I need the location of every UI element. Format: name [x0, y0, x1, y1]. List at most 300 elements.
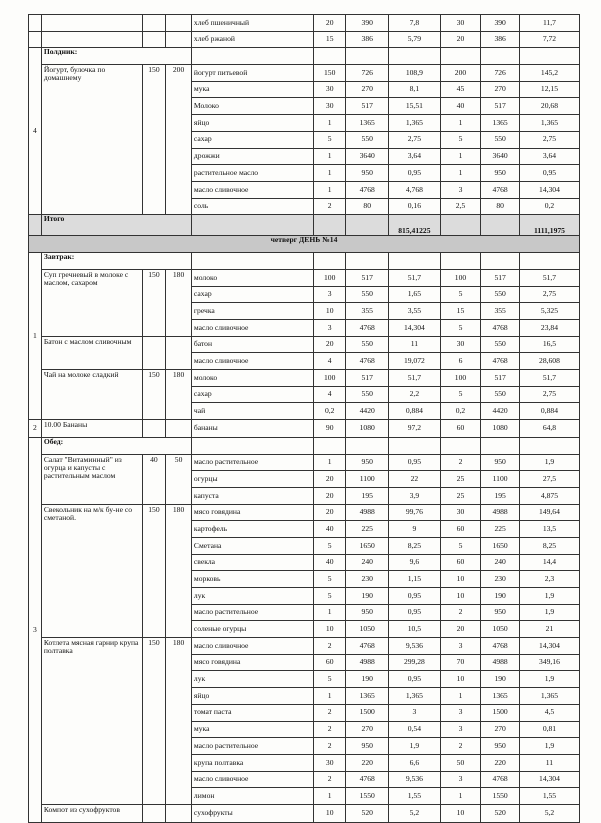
value-cell: 1,65 — [389, 286, 440, 303]
value-cell: 50 — [440, 754, 481, 771]
value-cell: 20 — [314, 504, 346, 521]
value-cell: 10,5 — [389, 621, 440, 638]
value-cell: 220 — [481, 754, 520, 771]
value-cell: 0,2 — [440, 403, 481, 420]
table-row — [29, 504, 580, 521]
value-cell: 14,304 — [519, 181, 579, 198]
value-cell: 950 — [481, 604, 520, 621]
portion-small: 150 — [142, 504, 166, 638]
value-cell: 4988 — [346, 504, 389, 521]
value-cell: 1500 — [346, 704, 389, 721]
dish-name: Компот из сухофруктов — [41, 804, 142, 822]
value-cell: 3 — [440, 721, 481, 738]
value-cell: 1365 — [481, 115, 520, 132]
ingredient-name: хлеб ржаной — [191, 31, 313, 48]
value-cell: 12,15 — [519, 81, 579, 98]
table-row — [29, 370, 580, 387]
value-cell: 6,6 — [389, 754, 440, 771]
ingredient-name: томат паста — [191, 704, 313, 721]
value-cell: 2 — [314, 771, 346, 788]
value-cell: 25 — [440, 471, 481, 488]
value-cell: 20 — [440, 621, 481, 638]
value-cell: 40 — [314, 554, 346, 571]
value-cell: 1365 — [346, 688, 389, 705]
value-cell: 3 — [314, 286, 346, 303]
value-cell: 4768 — [481, 771, 520, 788]
ingredient-name: масло растительное — [191, 454, 313, 471]
portion-cell — [166, 31, 192, 48]
value-cell: 99,76 — [389, 504, 440, 521]
value-cell: 4 — [314, 386, 346, 403]
value-cell: 20 — [314, 471, 346, 488]
value-cell: 386 — [481, 31, 520, 48]
value-cell: 3 — [314, 320, 346, 337]
value-cell: 100 — [314, 370, 346, 387]
value-cell: 2,3 — [519, 571, 579, 588]
value-cell: 5 — [440, 320, 481, 337]
value-cell: 0,2 — [519, 198, 579, 215]
value-cell: 1,365 — [389, 115, 440, 132]
value-cell: 2,75 — [389, 131, 440, 148]
ingredient-name: молоко — [191, 269, 313, 286]
value-cell: 9,6 — [389, 554, 440, 571]
ingredient-name: масло сливочное — [191, 181, 313, 198]
meal-title: Полдник: — [41, 48, 191, 65]
portion-large: 50 — [166, 454, 192, 504]
empty-cell — [29, 215, 42, 236]
value-cell: 5 — [314, 131, 346, 148]
value-cell: 3 — [440, 704, 481, 721]
portion-large: 180 — [166, 370, 192, 420]
value-cell: 2,5 — [440, 198, 481, 215]
value-cell: 1,365 — [389, 688, 440, 705]
value-cell: 8,25 — [519, 537, 579, 554]
value-cell: 0,884 — [519, 403, 579, 420]
value-cell: 4768 — [346, 181, 389, 198]
ingredient-name: яйцо — [191, 115, 313, 132]
ingredient-name: йогурт питьевой — [191, 65, 313, 82]
value-cell: 11 — [389, 336, 440, 353]
value-cell: 355 — [346, 303, 389, 320]
value-cell: 5,79 — [389, 31, 440, 48]
value-cell: 1,15 — [389, 571, 440, 588]
value-cell: 517 — [346, 370, 389, 387]
value-cell: 195 — [346, 487, 389, 504]
value-cell: 1650 — [346, 537, 389, 554]
value-cell: 10 — [314, 804, 346, 822]
ingredient-name: капуста — [191, 487, 313, 504]
value-cell: 60 — [440, 521, 481, 538]
value-cell: 10 — [314, 303, 346, 320]
value-cell: 9 — [389, 521, 440, 538]
value-cell: 390 — [481, 15, 520, 32]
value-cell: 10 — [440, 571, 481, 588]
value-cell: 8,25 — [389, 537, 440, 554]
value-cell: 100 — [440, 370, 481, 387]
value-cell: 2,75 — [519, 286, 579, 303]
value-cell: 30 — [440, 336, 481, 353]
table-row — [29, 31, 580, 48]
empty-cell — [314, 253, 346, 270]
ingredient-name: масло сливочное — [191, 771, 313, 788]
value-cell: 1080 — [481, 420, 520, 438]
value-cell: 950 — [346, 604, 389, 621]
ingredient-name: чай — [191, 403, 313, 420]
portion-large: 180 — [166, 504, 192, 638]
empty-cell — [389, 437, 440, 454]
value-cell: 270 — [346, 721, 389, 738]
total-row — [29, 215, 580, 236]
value-cell: 0,95 — [389, 604, 440, 621]
value-cell: 1 — [440, 148, 481, 165]
value-cell: 950 — [481, 738, 520, 755]
dish-name: Йогурт, булочка по домашнему — [41, 65, 142, 215]
ingredient-name: Молоко — [191, 98, 313, 115]
ingredient-name: сухофрукты — [191, 804, 313, 822]
value-cell: 5 — [440, 386, 481, 403]
value-cell: 70 — [440, 654, 481, 671]
value-cell: 950 — [481, 454, 520, 471]
day-title: четверг ДЕНЬ №14 — [29, 236, 580, 253]
ingredient-name: мясо говядина — [191, 654, 313, 671]
empty-cell — [440, 48, 481, 65]
empty-cell — [314, 215, 346, 236]
value-cell: 270 — [481, 721, 520, 738]
value-cell: 14,304 — [389, 320, 440, 337]
value-cell: 4988 — [481, 654, 520, 671]
value-cell: 2,75 — [519, 131, 579, 148]
value-cell: 25 — [440, 487, 481, 504]
meal-header-row — [29, 253, 580, 270]
value-cell: 30 — [440, 504, 481, 521]
ingredient-name: сахар — [191, 286, 313, 303]
ingredient-name: сахар — [191, 386, 313, 403]
value-cell: 5 — [440, 286, 481, 303]
value-cell: 27,5 — [519, 471, 579, 488]
value-cell: 190 — [481, 588, 520, 605]
total-label: Итого — [41, 215, 191, 236]
value-cell: 10 — [440, 588, 481, 605]
value-cell: 9,536 — [389, 771, 440, 788]
value-cell: 4768 — [481, 181, 520, 198]
value-cell: 4,5 — [519, 704, 579, 721]
value-cell: 1,9 — [519, 738, 579, 755]
value-cell: 3640 — [481, 148, 520, 165]
dish-cell — [41, 31, 142, 48]
value-cell: 950 — [346, 454, 389, 471]
value-cell: 13,5 — [519, 521, 579, 538]
value-cell: 30 — [314, 81, 346, 98]
value-cell: 100 — [314, 269, 346, 286]
value-cell: 1,9 — [519, 454, 579, 471]
value-cell: 149,64 — [519, 504, 579, 521]
value-cell: 20 — [314, 487, 346, 504]
meal-index: 3 — [29, 437, 42, 822]
value-cell: 11,7 — [519, 15, 579, 32]
value-cell: 240 — [346, 554, 389, 571]
portion-cell — [166, 15, 192, 32]
portion-small: 40 — [142, 454, 166, 504]
value-cell: 550 — [481, 386, 520, 403]
value-cell: 4,875 — [519, 487, 579, 504]
portion-large: 200 — [166, 65, 192, 215]
value-cell: 8,1 — [389, 81, 440, 98]
value-cell: 349,16 — [519, 654, 579, 671]
dish-name: Чай на молоке сладкий — [41, 370, 142, 420]
empty-cell — [440, 437, 481, 454]
table-row — [29, 638, 580, 655]
value-cell: 4768 — [481, 320, 520, 337]
value-cell: 3640 — [346, 148, 389, 165]
snack-row — [29, 420, 580, 438]
value-cell: 5 — [440, 537, 481, 554]
value-cell: 97,2 — [389, 420, 440, 438]
value-cell: 1,365 — [519, 688, 579, 705]
empty-cell — [191, 437, 313, 454]
value-cell: 30 — [314, 98, 346, 115]
ingredient-name: яйцо — [191, 688, 313, 705]
value-cell: 1,55 — [519, 788, 579, 805]
value-cell: 51,7 — [389, 370, 440, 387]
value-cell: 220 — [346, 754, 389, 771]
value-cell: 1,9 — [519, 588, 579, 605]
value-cell: 950 — [481, 165, 520, 182]
ingredient-name: хлеб пшеничный — [191, 15, 313, 32]
total-sum-small: 815,41225 — [389, 215, 440, 236]
value-cell: 10 — [440, 671, 481, 688]
value-cell: 190 — [481, 671, 520, 688]
value-cell: 80 — [346, 198, 389, 215]
empty-cell — [389, 48, 440, 65]
value-cell: 5 — [440, 131, 481, 148]
ingredient-name: лимон — [191, 788, 313, 805]
value-cell: 14,4 — [519, 554, 579, 571]
portion-small: 150 — [142, 65, 166, 215]
ingredient-name: соленые огурцы — [191, 621, 313, 638]
ingredient-name: молоко — [191, 370, 313, 387]
value-cell: 1 — [440, 115, 481, 132]
value-cell: 28,608 — [519, 353, 579, 370]
empty-cell — [440, 253, 481, 270]
value-cell: 5 — [314, 671, 346, 688]
meal-title: Обед: — [41, 437, 191, 454]
value-cell: 100 — [440, 269, 481, 286]
value-cell: 3,64 — [389, 148, 440, 165]
empty-cell — [314, 437, 346, 454]
value-cell: 20 — [314, 15, 346, 32]
value-cell: 386 — [346, 31, 389, 48]
total-sum-large: 1111,1975 — [519, 215, 579, 236]
value-cell: 1 — [314, 788, 346, 805]
value-cell: 5,325 — [519, 303, 579, 320]
value-cell: 550 — [346, 286, 389, 303]
value-cell: 10 — [440, 804, 481, 822]
value-cell: 0,95 — [389, 454, 440, 471]
value-cell: 30 — [440, 15, 481, 32]
value-cell: 108,9 — [389, 65, 440, 82]
value-cell: 950 — [346, 165, 389, 182]
value-cell: 60 — [440, 420, 481, 438]
ingredient-name: масло сливочное — [191, 353, 313, 370]
empty-cell — [519, 437, 579, 454]
value-cell: 5 — [314, 571, 346, 588]
empty-cell — [191, 215, 313, 236]
value-cell: 15 — [440, 303, 481, 320]
value-cell: 550 — [481, 336, 520, 353]
meal-title: Завтрак: — [41, 253, 191, 270]
table-row — [29, 65, 580, 82]
value-cell: 550 — [346, 336, 389, 353]
value-cell: 1100 — [346, 471, 389, 488]
table-row — [29, 804, 580, 822]
value-cell: 40 — [314, 521, 346, 538]
value-cell: 190 — [346, 588, 389, 605]
value-cell: 550 — [346, 131, 389, 148]
value-cell: 3 — [440, 638, 481, 655]
table-row — [29, 269, 580, 286]
ingredient-name: крупа полтавка — [191, 754, 313, 771]
empty-cell — [346, 48, 389, 65]
value-cell: 5 — [314, 537, 346, 554]
value-cell: 10 — [314, 621, 346, 638]
value-cell: 22 — [389, 471, 440, 488]
dish-name: Свекольник на м/к бу-не со сметаной. — [41, 504, 142, 638]
value-cell: 11 — [519, 754, 579, 771]
value-cell: 4,768 — [389, 181, 440, 198]
value-cell: 2 — [314, 704, 346, 721]
value-cell: 1080 — [346, 420, 389, 438]
value-cell: 45 — [440, 81, 481, 98]
portion-cell — [142, 15, 166, 32]
value-cell: 3,9 — [389, 487, 440, 504]
value-cell: 1500 — [481, 704, 520, 721]
ingredient-name: батон — [191, 336, 313, 353]
value-cell: 520 — [346, 804, 389, 822]
value-cell: 1 — [440, 165, 481, 182]
value-cell: 5 — [314, 588, 346, 605]
table-row — [29, 454, 580, 471]
empty-cell — [481, 253, 520, 270]
index-cell — [29, 15, 42, 32]
ingredient-name: огурцы — [191, 471, 313, 488]
ingredient-name: лук — [191, 588, 313, 605]
value-cell: 19,072 — [389, 353, 440, 370]
value-cell: 1650 — [481, 537, 520, 554]
value-cell: 23,84 — [519, 320, 579, 337]
value-cell: 4768 — [481, 638, 520, 655]
empty-cell — [346, 437, 389, 454]
ingredient-name: мука — [191, 81, 313, 98]
ingredient-name: мясо говядина — [191, 504, 313, 521]
value-cell: 190 — [346, 671, 389, 688]
empty-cell — [389, 253, 440, 270]
value-cell: 2 — [314, 721, 346, 738]
value-cell: 3,64 — [519, 148, 579, 165]
value-cell: 0,2 — [314, 403, 346, 420]
meal-index: 2 — [29, 420, 42, 438]
value-cell: 270 — [481, 81, 520, 98]
value-cell: 4988 — [481, 504, 520, 521]
value-cell: 2 — [314, 198, 346, 215]
empty-cell — [519, 48, 579, 65]
portion-small — [142, 804, 166, 822]
value-cell: 0,884 — [389, 403, 440, 420]
dish-name: 10.00 Бананы — [41, 420, 142, 438]
value-cell: 40 — [440, 98, 481, 115]
value-cell: 1365 — [481, 688, 520, 705]
meal-index: 4 — [29, 48, 42, 215]
ingredient-name: масло растительное — [191, 604, 313, 621]
ingredient-name: морковь — [191, 571, 313, 588]
ingredient-name: картофель — [191, 521, 313, 538]
value-cell: 0,95 — [389, 671, 440, 688]
value-cell: 1100 — [481, 471, 520, 488]
ingredient-name: Сметана — [191, 537, 313, 554]
portion-cell — [166, 420, 192, 438]
value-cell: 6 — [440, 353, 481, 370]
value-cell: 230 — [346, 571, 389, 588]
value-cell: 726 — [481, 65, 520, 82]
value-cell: 2 — [440, 738, 481, 755]
value-cell: 14,304 — [519, 771, 579, 788]
ingredient-name: масло сливочное — [191, 320, 313, 337]
portion-small — [142, 336, 166, 369]
value-cell: 517 — [481, 269, 520, 286]
value-cell: 0,81 — [519, 721, 579, 738]
value-cell: 0,54 — [389, 721, 440, 738]
value-cell: 60 — [314, 654, 346, 671]
empty-cell — [481, 48, 520, 65]
dish-cell — [41, 15, 142, 32]
ingredient-name: масло растительное — [191, 738, 313, 755]
value-cell: 4420 — [481, 403, 520, 420]
ingredient-name: соль — [191, 198, 313, 215]
empty-cell — [191, 253, 313, 270]
day-header-row — [29, 236, 580, 253]
portion-small: 150 — [142, 638, 166, 805]
value-cell: 64,8 — [519, 420, 579, 438]
value-cell: 517 — [481, 98, 520, 115]
value-cell: 299,28 — [389, 654, 440, 671]
dish-name: Котлета мясная гарнир крупа полтавка — [41, 638, 142, 805]
value-cell: 2 — [440, 604, 481, 621]
value-cell: 950 — [346, 738, 389, 755]
value-cell: 1550 — [481, 788, 520, 805]
value-cell: 4 — [314, 353, 346, 370]
empty-cell — [346, 215, 389, 236]
value-cell: 16,5 — [519, 336, 579, 353]
menu-cost-table — [28, 14, 580, 823]
value-cell: 4768 — [346, 353, 389, 370]
value-cell: 21 — [519, 621, 579, 638]
value-cell: 1 — [314, 165, 346, 182]
value-cell: 550 — [481, 131, 520, 148]
value-cell: 7,8 — [389, 15, 440, 32]
value-cell: 1,55 — [389, 788, 440, 805]
empty-cell — [346, 253, 389, 270]
value-cell: 5,2 — [519, 804, 579, 822]
value-cell: 1 — [314, 148, 346, 165]
value-cell: 80 — [481, 198, 520, 215]
value-cell: 15 — [314, 31, 346, 48]
value-cell: 3 — [440, 181, 481, 198]
portion-cell — [142, 420, 166, 438]
portion-large: 180 — [166, 269, 192, 336]
empty-cell — [440, 215, 481, 236]
value-cell: 1,9 — [519, 671, 579, 688]
value-cell: 4768 — [346, 638, 389, 655]
index-cell — [29, 31, 42, 48]
